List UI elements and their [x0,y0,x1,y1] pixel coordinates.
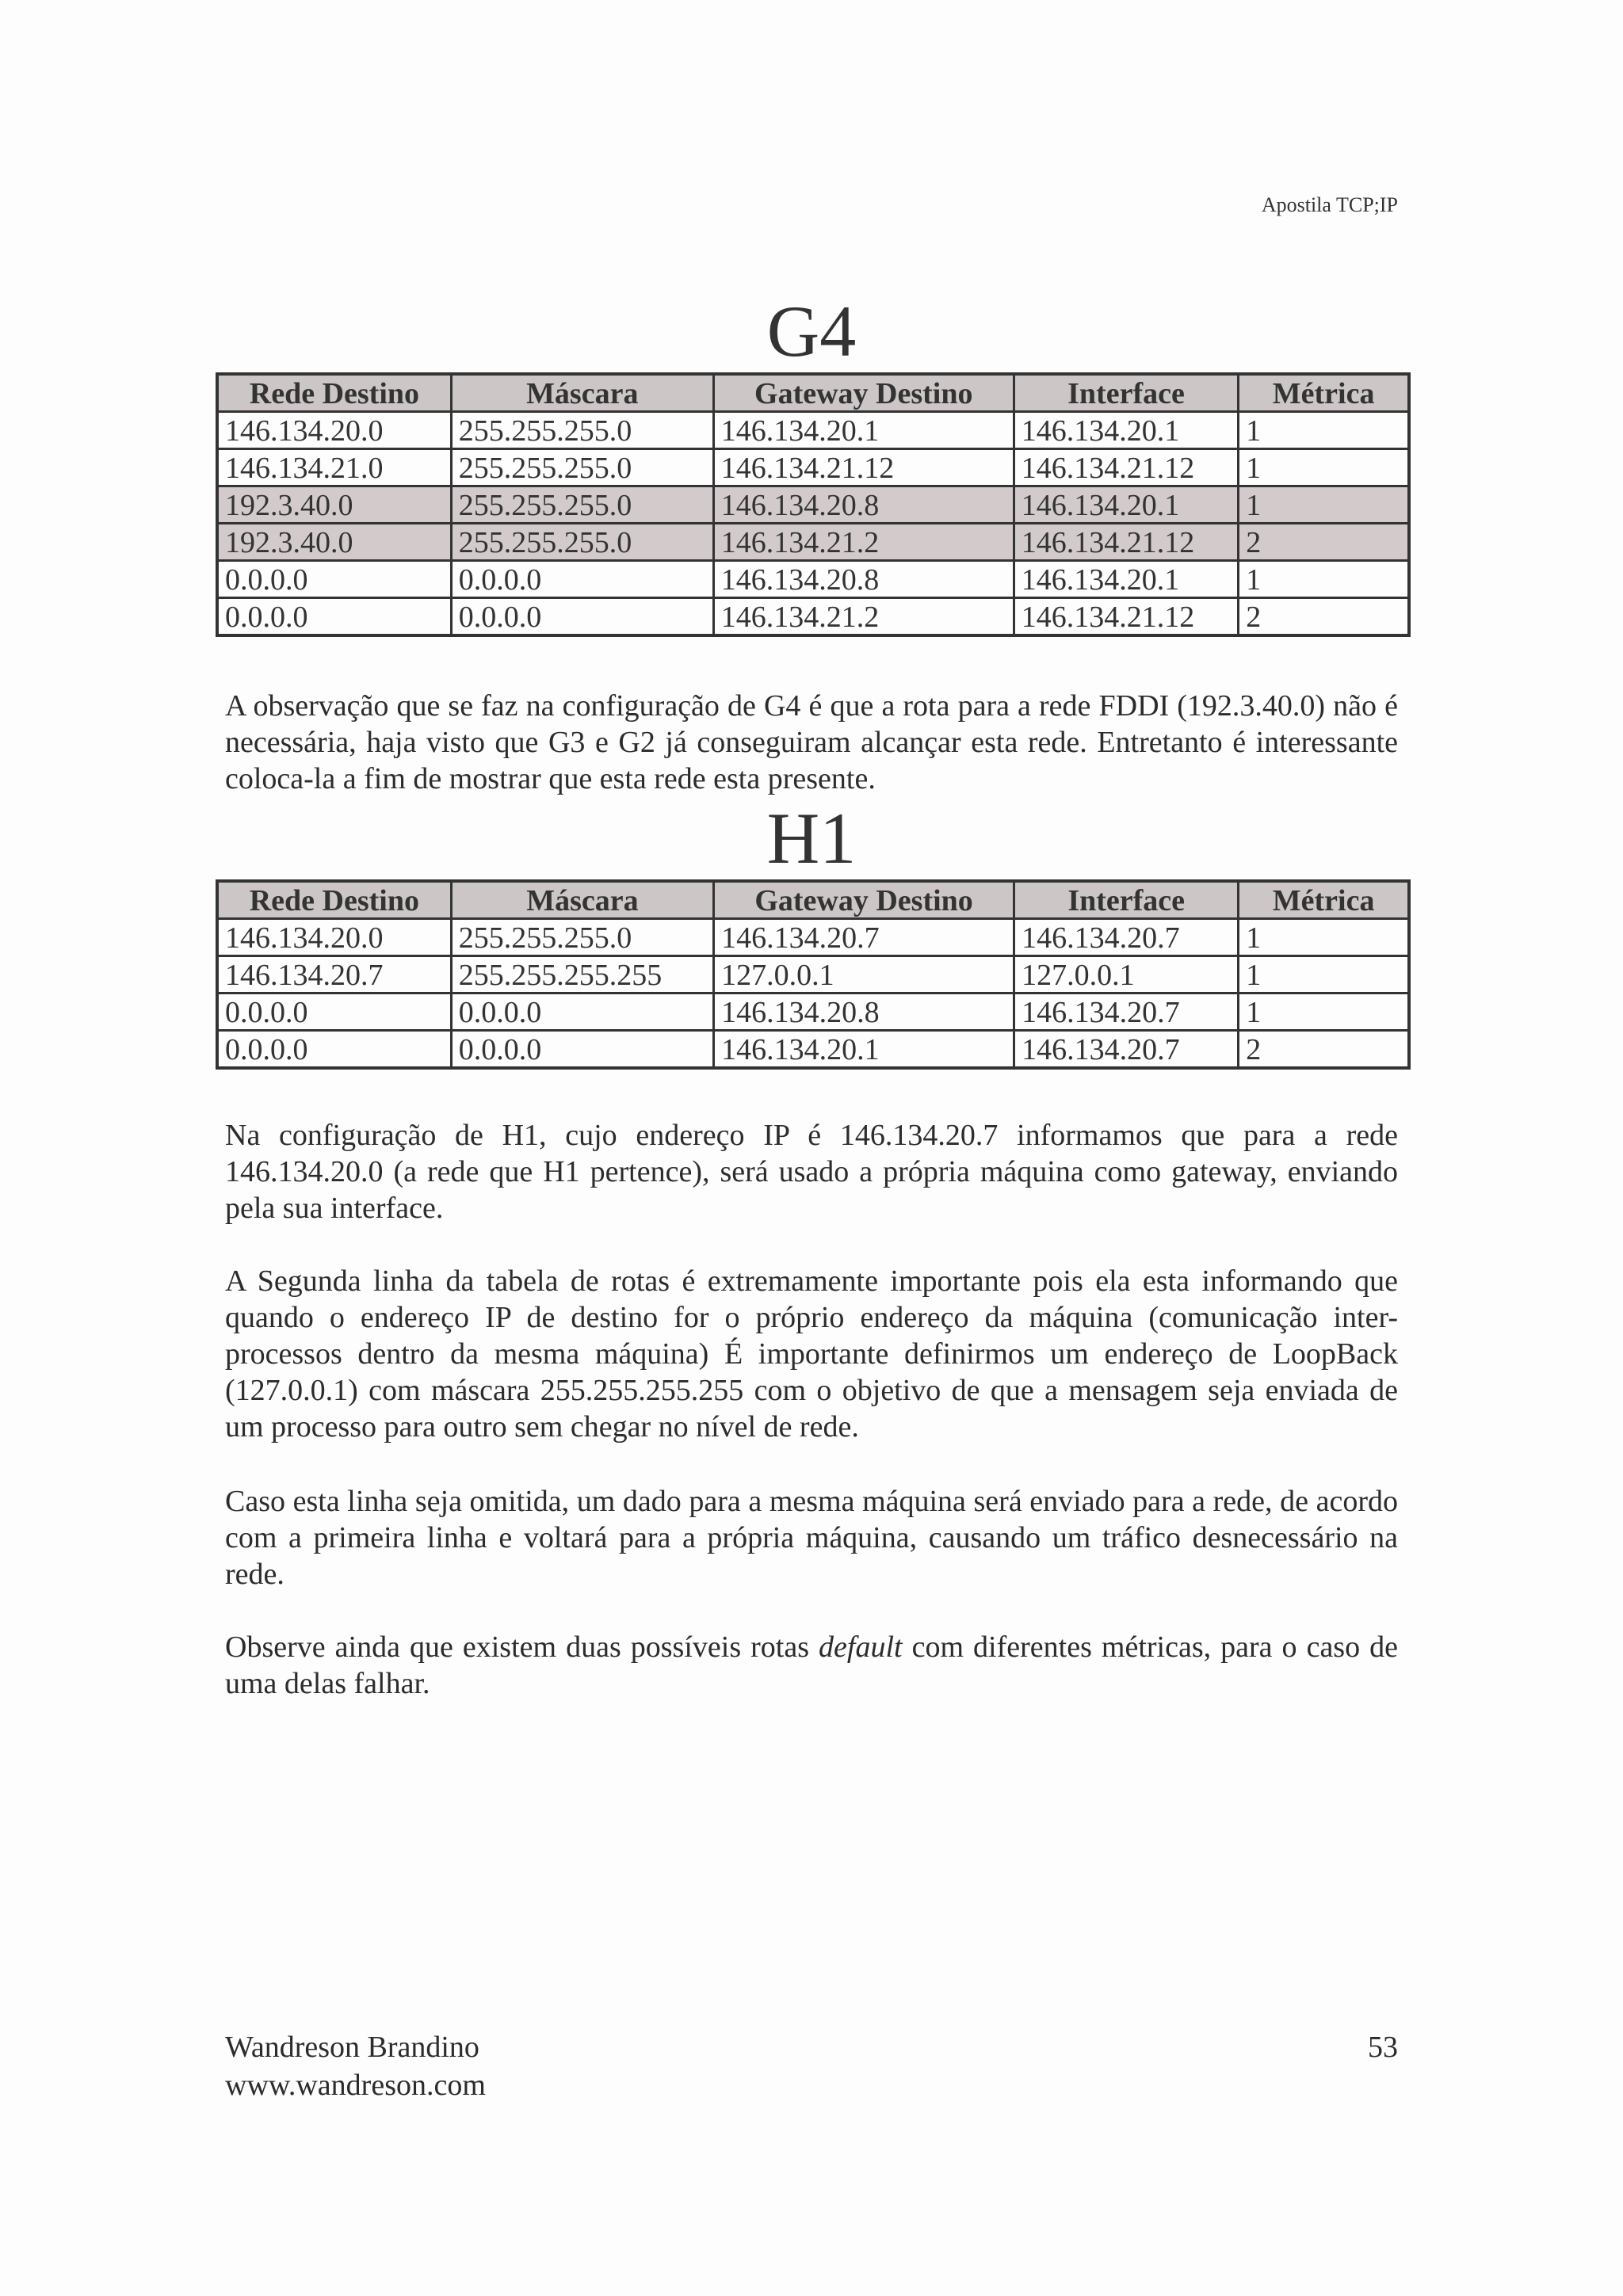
table-cell: 146.134.20.1 [1014,486,1238,524]
table-row [217,561,1409,598]
table-row [217,956,1409,994]
table-cell: 146.134.20.1 [1014,561,1238,598]
table-cell: 146.134.20.7 [217,956,451,994]
table-cell: 1 [1239,486,1409,524]
table-cell: 146.134.20.8 [713,486,1014,524]
column-header: Rede Destino [217,881,451,919]
table-cell: 0.0.0.0 [217,1031,451,1069]
table-row [217,598,1409,636]
table-cell: 146.134.21.12 [1014,524,1238,561]
table-row [217,919,1409,956]
table-cell: 146.134.20.8 [713,561,1014,598]
table-cell: 146.134.20.1 [713,412,1014,449]
section-title-h1: H1 [766,798,857,879]
table-cell: 1 [1239,994,1409,1031]
table-cell: 146.134.20.1 [1014,412,1238,449]
table-cell: 192.3.40.0 [217,524,451,561]
paragraph-g4-note: A observação que se faz na configuração de G4 é que a rota para a rede FDDI (192.3.40.0) não é necessária, haja visto que G3 e G2 já conseguiram alcançar esta rede. Entretanto é interessante coloca-la a fim de mostrar que esta rede esta presente. [225,689,1398,795]
column-header: Gateway Destino [713,374,1014,412]
table-cell: 127.0.0.1 [714,956,1014,994]
column-header: Máscara [451,374,713,412]
page-number: 53 [1368,2031,1398,2064]
table-cell: 146.134.20.0 [217,919,451,956]
table-cell: 0.0.0.0 [217,598,451,636]
table-cell: 1 [1239,561,1409,598]
table-row [217,412,1409,449]
table-row [217,486,1409,524]
table-cell: 2 [1239,1031,1409,1069]
table-cell: 146.134.20.7 [1014,994,1239,1031]
p5-text-end: com diferentes métricas, para o caso de uma delas falhar. [225,1630,1398,1700]
table-header-row [217,374,1409,412]
column-header: Métrica [1239,374,1409,412]
column-header: Gateway Destino [714,881,1014,919]
table-cell: 1 [1239,449,1409,486]
table-cell: 2 [1239,524,1409,561]
table-cell: 255.255.255.255 [451,956,713,994]
table-cell: 146.134.20.1 [714,1031,1014,1069]
paragraph-loopback: A Segunda linha da tabela de rotas é extremamente importante pois ela esta informando que quando o endereço IP de destino for o próprio endereço da máquina (comunicação inter-processos dentro da mesma máquina) É importante definirmos um endereço de LoopBack (127.0.0.1) com máscara 255.255.255.255 com o objetivo de que a mensagem seja enviada de um processo para outro sem chegar no nível de rede. [225,1264,1398,1444]
table-cell: 0.0.0.0 [451,994,713,1031]
table-cell: 146.134.20.7 [1014,1031,1239,1069]
footer-author: Wandreson Brandino [225,2031,479,2064]
table-row [217,524,1409,561]
table-header-row [217,881,1409,919]
table-cell: 146.134.21.12 [1014,449,1238,486]
table-cell: 255.255.255.0 [451,412,713,449]
table-cell: 146.134.20.7 [714,919,1014,956]
table-cell: 0.0.0.0 [217,994,451,1031]
footer-author-block [225,2028,486,2104]
table-cell: 255.255.255.0 [451,524,713,561]
table-cell: 255.255.255.0 [451,449,713,486]
column-header: Interface [1014,881,1239,919]
footer-website: www.wandreson.com [225,2069,486,2102]
table-cell: 146.134.21.2 [713,524,1014,561]
table-cell: 0.0.0.0 [451,1031,713,1069]
routing-table-h1 [216,879,1411,1070]
table-cell: 146.134.21.0 [217,449,451,486]
table-cell: 146.134.20.0 [217,412,451,449]
table-cell: 1 [1239,919,1409,956]
table-cell: 146.134.20.8 [714,994,1014,1031]
table-cell: 0.0.0.0 [451,561,713,598]
column-header: Máscara [451,881,713,919]
table-cell: 1 [1239,956,1409,994]
table-cell: 1 [1239,412,1409,449]
table-cell: 0.0.0.0 [451,598,713,636]
table-cell: 146.134.21.12 [713,449,1014,486]
running-head: Apostila TCP;IP [1261,193,1398,216]
table-cell: 146.134.21.2 [713,598,1014,636]
table-cell: 127.0.0.1 [1014,956,1239,994]
section-title-g4: G4 [766,291,857,372]
table-cell: 146.134.20.7 [1014,919,1239,956]
paragraph-h1-config: Na configuração de H1, cujo endereço IP é 146.134.20.7 informamos que para a rede 146.134.20.0 (a rede que H1 pertence), será usado a própria máquina como gateway, enviando pela sua interface. [225,1119,1398,1225]
table-cell: 192.3.40.0 [217,486,451,524]
column-header: Interface [1014,374,1238,412]
table-row [217,994,1409,1031]
table-cell: 255.255.255.0 [451,486,713,524]
table-row [217,449,1409,486]
paragraph-omission: Caso esta linha seja omitida, um dado para a mesma máquina será enviado para a rede, de acordo com a primeira linha e voltará para a própria máquina, causando um tráfico desnecessário na rede. [225,1485,1398,1591]
p5-emphasis: default [819,1630,903,1664]
table-cell: 146.134.21.12 [1014,598,1238,636]
table-cell: 0.0.0.0 [217,561,451,598]
paragraph-default-routes [225,1629,1398,1702]
column-header: Métrica [1239,881,1409,919]
table-cell: 255.255.255.0 [451,919,713,956]
table-row [217,1031,1409,1069]
routing-table-g4 [216,372,1411,637]
column-header: Rede Destino [217,374,451,412]
p5-text-start: Observe ainda que existem duas possíveis rotas [225,1630,819,1664]
table-cell: 2 [1239,598,1409,636]
